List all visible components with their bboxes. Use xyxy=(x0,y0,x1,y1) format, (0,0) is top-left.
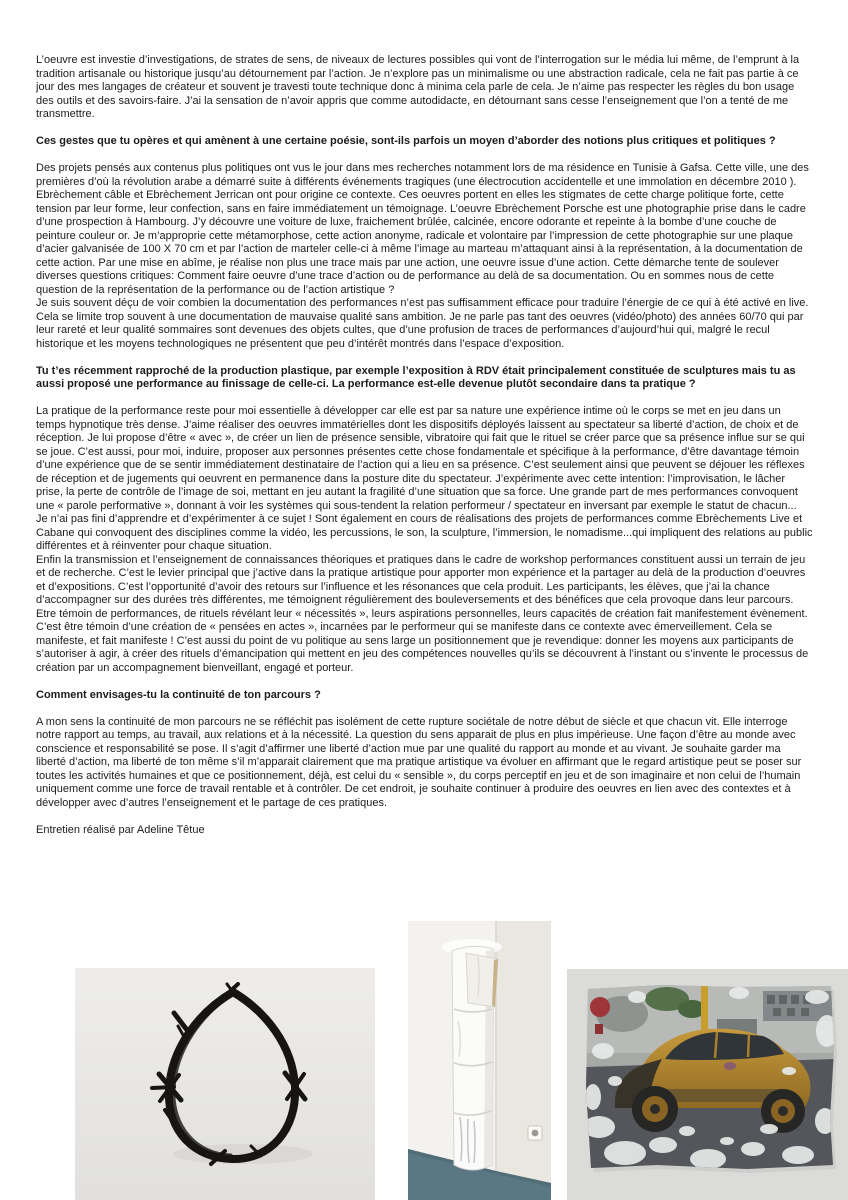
windows xyxy=(665,1032,784,1060)
ruined-background xyxy=(590,984,833,1062)
answer-1-part-2: Je suis souvent déçu de voir combien la documentation des performances n’est pas suffisamment efficace pour traduire l’énergie de ce qui à été activé en live. Cela se limite trop souvent à une documentation de mauvaise qualité sans ambition. Je ne parle pas tant des oeuvres (vidéo/photo) des années 60/70 qui par leur rareté et leur qualité sommaires sont devenues des objets cultes, que d’une profusion de traces de performances d’aujourd’hui qui, malgré le recul historique et les moyens technologiques ne présentent que peu d’intérêt montrés dans l’espace d’exposition. xyxy=(36,297,809,350)
answer-3: A mon sens la continuité de mon parcours ne se réfléchit pas isolément de cette rupture sociétale de notre début de siècle et que chacun vit. Elle interroge notre rapport au temps, au travail, aux relations et à la nécessité. La question du sens apparait de plus en plus impérieuse. Une façon d’être au monde avec conscience et responsabilité se pose. Il s’agit d’affirmer une liberté d’action mue par une qualité du rapport au monde et au vivant. Je souhaite garder ma liberté d’action, ma liberté de ton même s’il m’apparait clairement que ma pratique artistique va évoluer en affirmant que le regard artistique peut se poser sur toutes les activités humaines et que ce positionnement, déjà, est celui du « sensible », du corps perceptif en jeu et de son imaginaire et non celui de l’humain uniquement comme une force de travail rentable et à contrôler. De cet endroit, je souhaite continuer à produire des oeuvres en lien avec des contextes et à développer avec d’autres l’enseignement et le partage de ces pratiques. xyxy=(36,715,802,809)
gallery-floor xyxy=(408,1149,551,1200)
interview-credit: Entretien réalisé par Adeline Têtue xyxy=(36,823,205,836)
open-top-sheet xyxy=(466,953,498,1007)
burned-porsche-photo xyxy=(567,969,848,1200)
stacked-paper-column xyxy=(452,946,498,1170)
yellow-pole xyxy=(701,984,708,1062)
figure-paper-column xyxy=(408,921,551,1200)
interview-question-2: Tu t’es récemment rapproché de la production plastique, par exemple l’exposition à RDV était principalement constituée de sculptures mais tu as aussi proposé une performance au finissage de celle-ci. La performance est-elle devenue plutôt secondaire dans ta pratique ? xyxy=(36,364,796,390)
interview-article xyxy=(36,54,813,837)
wire-loop-photo xyxy=(75,968,375,1200)
wall-outlet xyxy=(528,1126,542,1140)
paper-column-photo xyxy=(408,921,551,1200)
hammered-silver-spots xyxy=(583,987,838,1169)
print-image xyxy=(583,983,838,1173)
answer-2-part-3: Enfin la transmission et l’enseignement de connaissances théoriques et pratiques dans le cadre de workshop performances constituent aussi un terrain de jeu et de recherche. C’est le levier principal que j’active dans la pratique artistique pour apporter mon expérience et la partager au delà de la production d’oeuvres et d’expositions. C’est l’opportunité d’avoir des retours sur l’influence et les résonances que cela produit. Les participants, les élèves, que j’ai la chance d’accompagner sur des durées très différentes, me témoignent régulièrement des bouleversements et des bénéfices que cela provoque dans leur parcours. Etre témoin de performances, de rituels révélant leur « nécessités », leurs aspirations personnelles, leurs capacités de création fait manifestement évènement. C’est être témoin d’une création de « pensées en actes », incarnées par le performeur qui se manifeste dans ce contexte avec émerveillement. Cela se manifeste, et fait manifeste ! C’est aussi du point de vu politique au sens large un positionnement que je revendique: donner les moyens aux participants de s’autoriser à agir, à créer des rituels d’émancipation qui mettent en jeu des compétences nouvelles qu’ils se découvrent à l’instant ou s’invente le processus de création par un accompagnement bienveillant, engagé et porteur. xyxy=(36,553,809,674)
paragraph-intro: L’oeuvre est investie d’investigations, de strates de sens, de niveaux de lectures possibles qui vont de l’interrogation sur le média lui même, de l’emprunt à la tradition artisanale ou historique jusqu’au détournement par l’action. Je n’explore pas un minimalisme ou une abstraction radicale, cela ne fait pas partie à ce jour des mes langages de créateur et souvent je travesti toute technique donc à minima cela parle de cela. Je n’aime pas respecter les règles du bon usage des outils et des savoirs-faire. J’ai la sensation de n’avoir appris que comme autodidacte, en détournant sans cesse l’enseignement que l’on a tenté de me transmettre. xyxy=(36,54,800,120)
answer-2-part-1: La pratique de la performance reste pour moi essentielle à développer car elle est par sa nature une expérience intime où le corps se met en jeu dans un temps hypnotique très dense. J’aime réaliser des oeuvres immatérielles dont les dispositifs déployés laissent au spectateur sa liberté d’action, de choix et de réception. Je lui propose d’être « avec », de créer un lien de présence sensible, vibratoire qui fait que le rituel se créer parce que sa présence influe sur se qui se joue. C’est aussi, pour moi, induire, proposer aux personnes présentes cette chose fondamentale et spécifique à la performance, d’être davantage témoin d’une expérience que de se sentir immédiatement destinataire de l’action qui a lieu en sa présence. C’est seulement ainsi que peuvent se déjouer les réflexes de réception et de jugements qui oeuvrent en permanence dans la posture dite du spectateur. J’expérimente avec cette intention: l’improvisation, le lâcher prise, la perte de contrôle de l’image de soi, mettant en jeu autant la fragilité d’une situation que sa force. Une grande part de mes performances convoquent une « parole performative », donnant à voir les systèmes qui sous-tendent la relation performeur / spectateur en inversant par exemple le statut de chacun... xyxy=(36,405,805,512)
interview-question-1: Ces gestes que tu opères et qui amènent à une certaine poésie, sont-ils parfois un moyen d’aborder des notions plus critiques et politiques ? xyxy=(36,135,776,147)
barbed-wire-ring xyxy=(152,984,305,1164)
asphalt-road xyxy=(585,1059,835,1173)
answer-1-part-1: Des projets pensés aux contenus plus politiques ont vus le jour dans mes recherches notamment lors de ma résidence en Tunisie à Gafsa. Cette ville, une des premières d’où la révolution arabe a démarré suite à différents événements tragiques (une électrocution accidentelle et une immolation en décembre 2010 ). Ebrèchement câble et Ebrèchement Jerrican ont pour origine ce contexte. Ces oeuvres portent en elles les stigmates de cette charge politique forte, cette tension par leur forme, leur confection, sans en faire immédiatement un témoignage. L’oeuvre Ebrèchement Porsche est une photographie prise dans le cadre d’une prospection à Hambourg. J’y découvre une voiture de luxe, fraichement brûlée, calcinée, encore odorante et repeinte à la bombe d’une couche de peinture couleur or. Je m’approprie cette métamorphose, cette action anonyme, radicale et volontaire par l’impression de cette photographie sur une plaque d’acier galvanisée de 100 X 70 cm et par l’action de marteler celle-ci à même l’image au marteau m’attaquant ainsi à la représentation, à la documentation de cette action. Par une mise en abîme, je réalise non plus une trace mais par une action, une oeuvre issue d’une action. Cette démarche tente de soulever diverses questions critiques: Comment faire oeuvre d’une trace d’action ou de performance au delà de sa documentation. Ou en sommes nous de cette question de la représentation de la performance ou de l’action artistique ? xyxy=(36,162,809,296)
burnt-front xyxy=(615,1059,662,1108)
figure-wire-loop xyxy=(75,968,375,1200)
interview-question-3: Comment envisages-tu la continuité de ton parcours ? xyxy=(36,688,321,701)
car-silhouette xyxy=(615,1029,811,1133)
figure-burned-porsche xyxy=(567,969,848,1200)
answer-2-part-2: Je n’ai pas fini d’apprendre et d’expérimenter à ce sujet ! Sont également en cours de réalisations des projets de performances comme Ebrèchements Live et Cabane qui convoquent des disciplines comme la vidéo, les percussions, le son, la sculpture, l’immersion, le nomadisme...qui impliquent des relations au public différentes et à réinventer pour chaque situation. xyxy=(36,513,813,552)
